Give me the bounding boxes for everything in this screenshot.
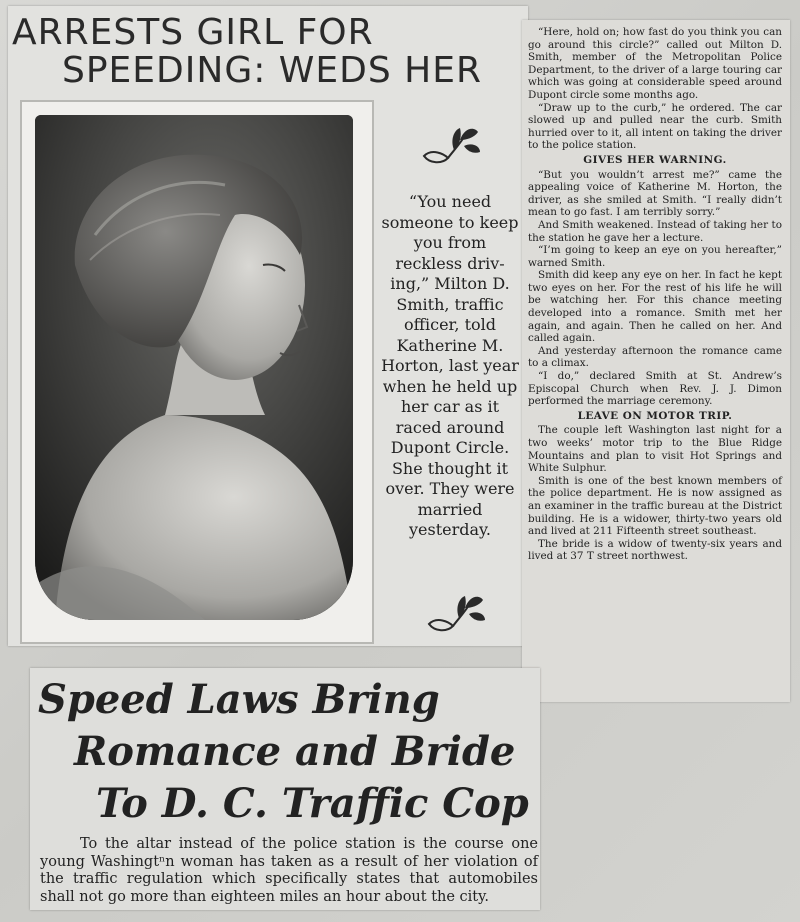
article-paragraph: And yesterday afternoon the romance came to a climax. <box>528 344 782 370</box>
article-paragraph: The couple left Washington last night for a two weeks’ motor trip to the Blue Ridge Mountains and plan to visit Hot Springs and White Sulphur. <box>528 424 782 475</box>
top-headline-line-1: ARRESTS GIRL FOR <box>12 12 374 53</box>
portrait-photo <box>35 115 353 620</box>
article-paragraph: “But you wouldn’t arrest me?” came the appealing voice of Katherine M. Horton, the driver, as she smiled at Smith. “I really didn’t mean to go fast. I am terribly sorry.” <box>528 168 782 219</box>
article-paragraph: Smith did keep any eye on her. In fact he kept two eyes on her. For the rest of his life he will be watching her. For this chance meeting developed into a romance. Smith met her again, and again. Then he called on her. And called again. <box>528 269 782 345</box>
floral-ornament-icon <box>425 588 489 638</box>
photo-caption-blurb: “You need someone to keep you from reckless driv-ing,” Milton D. Smith, traffic officer, told Katherine M. Horton, last year when he held up her car as it raced around Dupont Circle. She thought it over. They were married yesterday. <box>381 192 519 539</box>
lede-paragraph: To the altar instead of the police station is the course one young Washingtⁿn woman has taken as a result of her violation of the traffic regulation which specifically states that automobiles shall not go more than eighteen miles an hour about the city. <box>40 836 538 905</box>
main-headline-line-2: Romance and Bride <box>74 728 516 775</box>
article-subhead: LEAVE ON MOTOR TRIP. <box>577 409 733 422</box>
top-headline-line-2: SPEEDING: WEDS HER <box>62 50 482 91</box>
article-paragraph: “I’m going to keep an eye on you hereafter,” warned Smith. <box>528 244 782 269</box>
main-headline-line-3: To D. C. Traffic Cop <box>96 780 529 827</box>
main-headline-line-1: Speed Laws Bring <box>38 676 440 723</box>
floral-ornament-icon <box>420 120 484 170</box>
article-paragraph: “Draw up to the curb,” he ordered. The car slowed up and pulled near the curb. Smith hurried over to it, all intent on taking the driver to the police station. <box>528 101 782 152</box>
article-column <box>528 26 782 563</box>
article-paragraph: “I do,” declared Smith at St. Andrew’s Episcopal Church when Rev. J. J. Dimon performed the marriage ceremony. <box>528 370 782 408</box>
portrait-illustration <box>35 115 353 620</box>
article-paragraph: “Here, hold on; how fast do you think you can go around this circle?” called out Milton D. Smith, member of the Metropolitan Police Department, to the driver of a large touring car which was going at considerable speed around Dupont circle some months ago. <box>528 26 782 101</box>
article-paragraph: Smith is one of the best known members of the police department. He is now assigned as an examiner in the traffic bureau at the District building. He is a widower, thirty-two years old and lived at 211 Fifteenth street southeast. <box>528 474 782 538</box>
article-paragraph: And Smith weakened. Instead of taking her to the station he gave her a lecture. <box>528 218 782 244</box>
top-headline <box>12 14 512 90</box>
main-headline <box>38 674 538 830</box>
article-paragraph: The bride is a widow of twenty-six years and lived at 37 T street northwest. <box>528 537 782 563</box>
article-subhead: GIVES HER WARNING. <box>583 153 727 166</box>
